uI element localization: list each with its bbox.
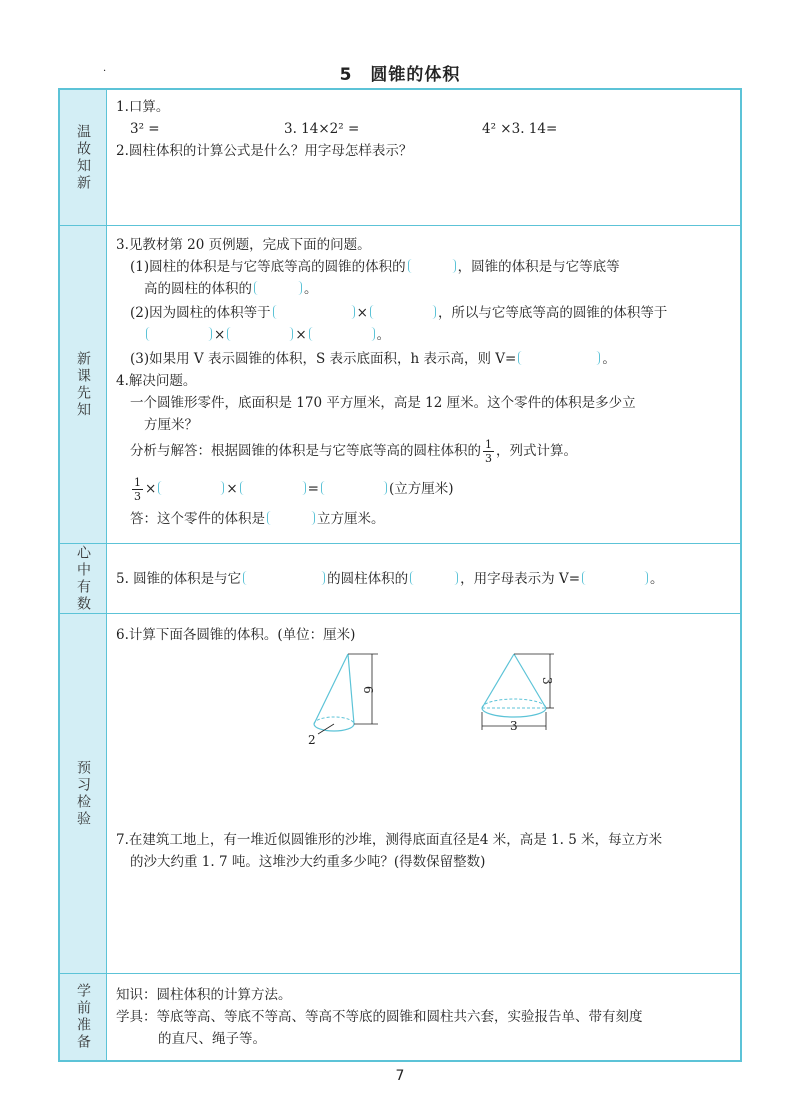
fraction-one-third: $\frac{1}{3}$ [134, 476, 141, 503]
answer-blank[interactable] [254, 281, 302, 295]
cone2-height-label: 3 [540, 677, 554, 685]
question-7-line1: 7.在建筑工地上，有一堆近似圆锥形的沙堆，测得底面直径是4 米，高是 1. 5 米，每立方米 [116, 832, 663, 848]
section-review [60, 90, 740, 226]
q3-part2-line1: (2)因为圆柱的体积等于 × ，所以与它等底等高的圆锥的体积等于 [130, 305, 668, 321]
q4-answer: 答：这个零件的体积是 立方厘米。 [130, 511, 385, 527]
worksheet-frame [58, 88, 742, 1062]
fraction-one-third: $\frac{1}{3}$ [485, 438, 492, 465]
question-7-line2: 的沙大约重 1. 7 吨。这堆沙大约重多少吨？(得数保留整数) [130, 854, 486, 870]
answer-blank[interactable] [582, 571, 648, 585]
answer-blank[interactable] [273, 305, 355, 319]
q4-equation: $\frac{1}{3}$ × × = (立方厘米) [134, 476, 454, 503]
section-check [60, 614, 740, 974]
q4-analysis: 分析与解答：根据圆锥的体积是与它等底等高的圆柱体积的 $\frac{1}{3}$ ，列式计算。 [130, 438, 577, 465]
calc-c: 4² ×3. 14= [482, 121, 558, 137]
header-mark: · [103, 66, 107, 77]
q4-text-line1: 一个圆锥形零件，底面积是 170 平方厘米，高是 12 厘米。这个零件的体积是多少立 [130, 395, 636, 411]
question-1: 1.口算。 [116, 99, 170, 115]
cone-figure-2 [474, 646, 604, 746]
q3-part1-line1: (1)圆柱的体积是与它等底等高的圆锥的体积的 ，圆锥的体积是与它等底等 [130, 259, 620, 275]
section-label-check: 预习检验 [60, 614, 107, 973]
answer-blank[interactable] [321, 481, 387, 495]
question-4: 4.解决问题。 [116, 373, 197, 389]
question-2: 2.圆柱体积的计算公式是什么？用字母怎样表示？ [116, 143, 413, 159]
q3-part1-line2: 高的圆柱的体积的 。 [144, 281, 318, 297]
cone2-diameter-label: 3 [510, 719, 518, 733]
answer-blank[interactable] [408, 259, 456, 273]
answer-blank[interactable] [227, 327, 293, 341]
section-label-preview: 新课先知 [60, 226, 107, 543]
cone1-height-label: 6 [361, 686, 375, 694]
section-prep [60, 974, 740, 1060]
section-mind [60, 544, 740, 614]
cone-figure-1 [306, 646, 426, 746]
section-label-review: 温故知新 [60, 90, 107, 225]
section-preview [60, 226, 740, 544]
calc-a: 3² = [130, 121, 160, 137]
cone1-radius-label: 2 [308, 733, 316, 746]
question-3: 3.见教材第 20 页例题，完成下面的问题。 [116, 237, 371, 253]
page-title: 5 圆锥的体积 [339, 65, 461, 85]
answer-blank[interactable] [370, 305, 436, 319]
q3-part2-line2: × × 。 [144, 324, 390, 346]
page-number: 7 [395, 1068, 405, 1084]
answer-blank[interactable] [518, 351, 600, 365]
section-label-prep: 学前准备 [60, 974, 107, 1060]
answer-blank[interactable] [146, 327, 212, 341]
prep-knowledge: 知识：圆柱体积的计算方法。 [116, 987, 292, 1003]
question-5: 5. 圆锥的体积是与它 的圆柱体积的 ，用字母表示为 V= 。 [116, 571, 664, 587]
answer-blank[interactable] [309, 327, 375, 341]
question-6: 6.计算下面各圆锥的体积。(单位：厘米) [116, 627, 356, 643]
prep-tools: 学具：等底等高、等底不等高、等高不等底的圆锥和圆柱共六套，实验报告单、带有刻度 [116, 1009, 643, 1025]
q3-part3: (3)如果用 V 表示圆锥的体积，S 表示底面积，h 表示高，则 V= 。 [130, 351, 616, 367]
answer-blank[interactable] [267, 511, 315, 525]
answer-blank[interactable] [240, 481, 306, 495]
prep-tools-cont: 的直尺、绳子等。 [158, 1031, 266, 1047]
answer-blank[interactable] [243, 571, 325, 585]
answer-blank[interactable] [410, 571, 458, 585]
section-label-mind: 心中有数 [60, 544, 107, 613]
q4-text-line2: 方厘米？ [144, 417, 198, 433]
calc-b: 3. 14×2² = [284, 121, 360, 137]
answer-blank[interactable] [158, 481, 224, 495]
